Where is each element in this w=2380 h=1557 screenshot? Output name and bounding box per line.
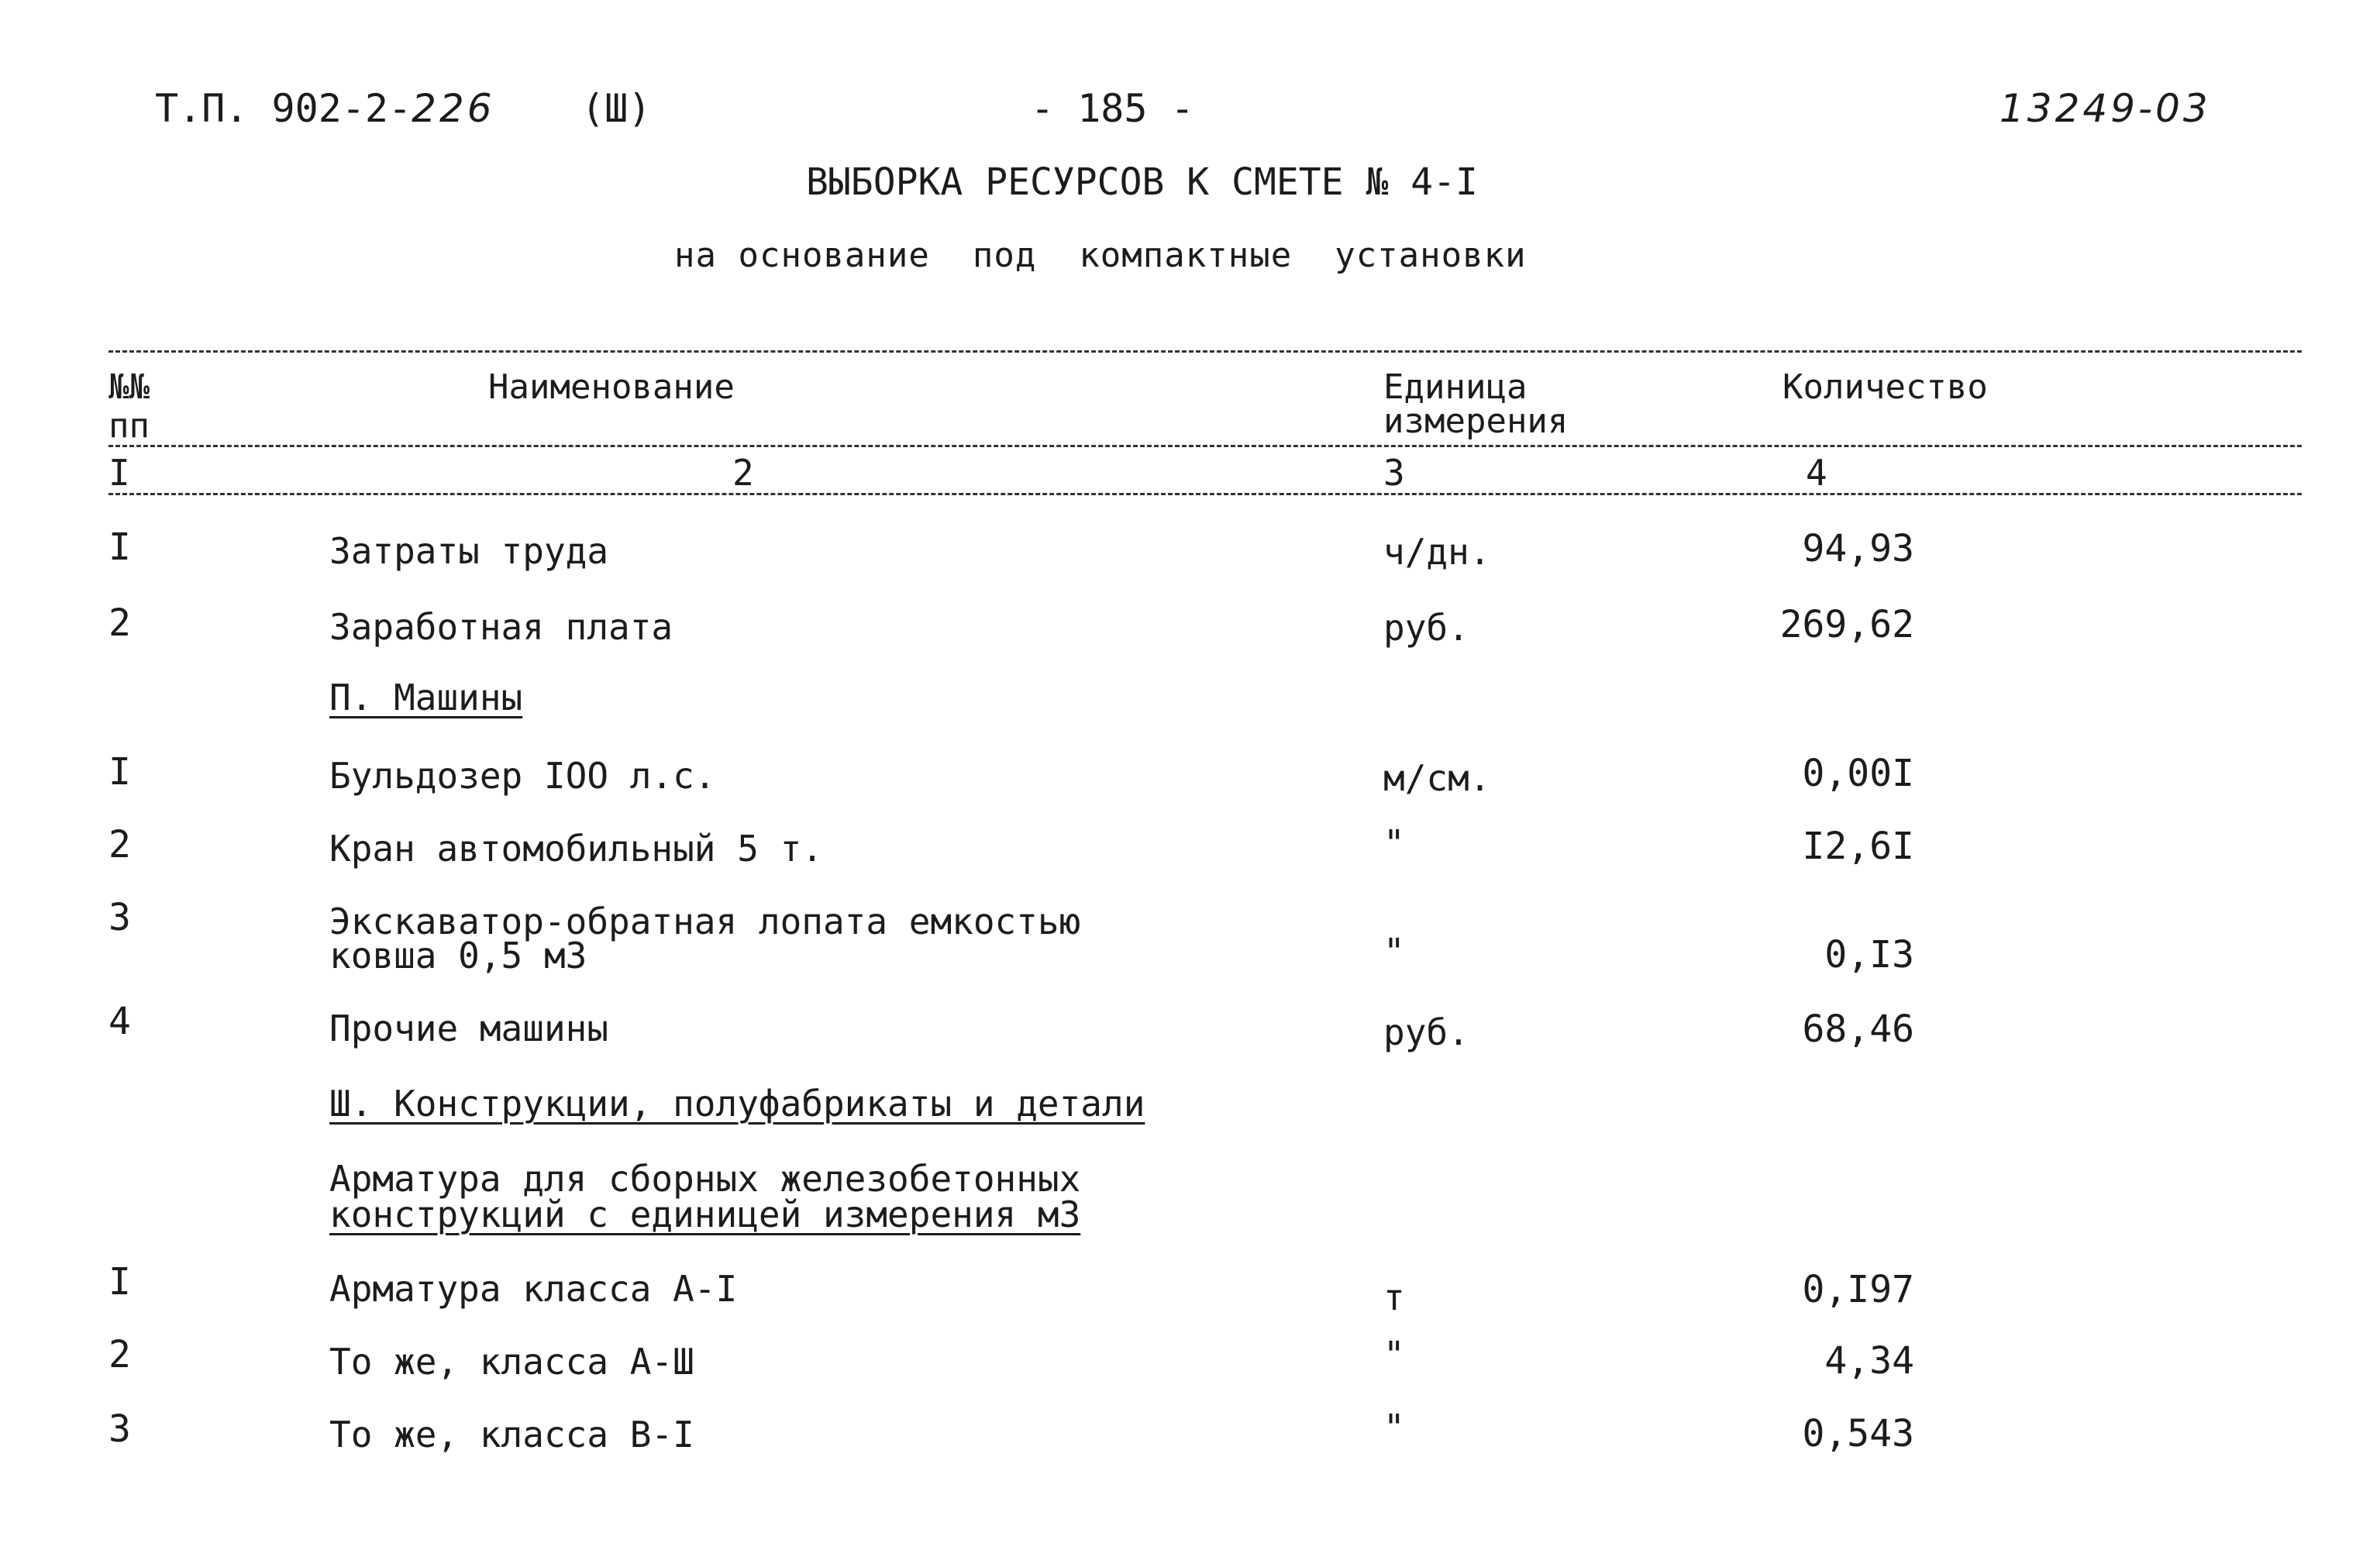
column-number-3: 3 bbox=[1383, 452, 1405, 494]
row-quantity: 0,00I bbox=[1802, 752, 1914, 795]
row-quantity: 0,543 bbox=[1802, 1412, 1914, 1455]
row-unit: руб. bbox=[1383, 607, 1469, 649]
row-name: Прочие машины bbox=[329, 1008, 609, 1049]
row-name: Кран автомобильный 5 т. bbox=[329, 828, 823, 870]
row-quantity: 68,46 bbox=[1802, 1008, 1914, 1051]
row-name-line-1: Экскаватор-обратная лопата емкостью bbox=[329, 901, 1081, 942]
archive-number: 13249-03 bbox=[1999, 86, 2211, 131]
table-top-rule bbox=[108, 350, 2302, 353]
row-number: 2 bbox=[108, 601, 131, 645]
row-name-line-2: ковша 0,5 м3 bbox=[329, 935, 587, 977]
row-number: 3 bbox=[108, 896, 131, 939]
column-number-4: 4 bbox=[1806, 452, 1827, 494]
row-name: Заработная плата bbox=[329, 606, 673, 648]
section-constructions-title: Ш. Конструкции, полуфабрикаты и детали bbox=[329, 1083, 1145, 1125]
row-number: I bbox=[108, 525, 131, 569]
column-number-1: I bbox=[108, 452, 130, 494]
row-number: I bbox=[108, 750, 131, 794]
header-name: Наименование bbox=[488, 367, 735, 407]
row-number: 3 bbox=[108, 1407, 131, 1451]
row-name: Затраты труда bbox=[329, 530, 609, 572]
row-unit: " bbox=[1383, 1407, 1405, 1448]
row-number: I bbox=[108, 1260, 131, 1304]
doc-code: Т.П. 902-2-226 bbox=[155, 86, 495, 131]
row-quantity: 269,62 bbox=[1779, 603, 1914, 646]
row-name: То же, класса В-I bbox=[329, 1414, 694, 1455]
row-unit: м/см. bbox=[1383, 757, 1491, 799]
row-unit: т bbox=[1383, 1276, 1405, 1318]
volume-mark: (Ш) bbox=[581, 86, 652, 131]
row-unit: " bbox=[1383, 931, 1405, 973]
subsection-title-line-1: Арматура для сборных железобетонных bbox=[329, 1158, 1081, 1200]
row-unit: " bbox=[1383, 822, 1405, 864]
row-unit: " bbox=[1383, 1334, 1405, 1376]
row-quantity: 4,34 bbox=[1824, 1339, 1914, 1383]
section-machines-title: П. Машины bbox=[329, 677, 523, 718]
row-quantity: 0,I97 bbox=[1802, 1268, 1914, 1311]
header-num: №№ пп bbox=[108, 367, 150, 446]
row-number: 2 bbox=[108, 823, 131, 866]
row-name: Бульдозер IOO л.с. bbox=[329, 755, 716, 797]
row-quantity: 94,93 bbox=[1802, 527, 1914, 570]
document-title: ВЫБОРКА РЕСУРСОВ К СМЕТЕ № 4-I bbox=[806, 160, 1478, 204]
row-name: То же, класса А-Ш bbox=[329, 1341, 694, 1383]
row-number: 4 bbox=[108, 1000, 131, 1043]
header-divider-rule bbox=[108, 445, 2302, 447]
column-number-2: 2 bbox=[732, 452, 754, 494]
row-number: 2 bbox=[108, 1333, 131, 1376]
row-unit: руб. bbox=[1383, 1011, 1469, 1053]
header-unit: Единица измерения bbox=[1383, 367, 1569, 441]
row-quantity: 0,I3 bbox=[1824, 933, 1914, 977]
row-name: Арматура класса А-I bbox=[329, 1268, 738, 1310]
subsection-title-line-2: конструкций с единицей измерения м3 bbox=[329, 1194, 1081, 1235]
doc-code-handwritten: 226 bbox=[412, 86, 495, 131]
header-quantity: Количество bbox=[1782, 367, 1988, 407]
document-subtitle: на основание под компактные установки bbox=[674, 236, 1527, 275]
page-number: - 185 - bbox=[1031, 86, 1194, 131]
row-quantity: I2,6I bbox=[1802, 825, 1914, 868]
column-number-rule bbox=[108, 493, 2302, 495]
row-unit: ч/дн. bbox=[1383, 531, 1491, 573]
